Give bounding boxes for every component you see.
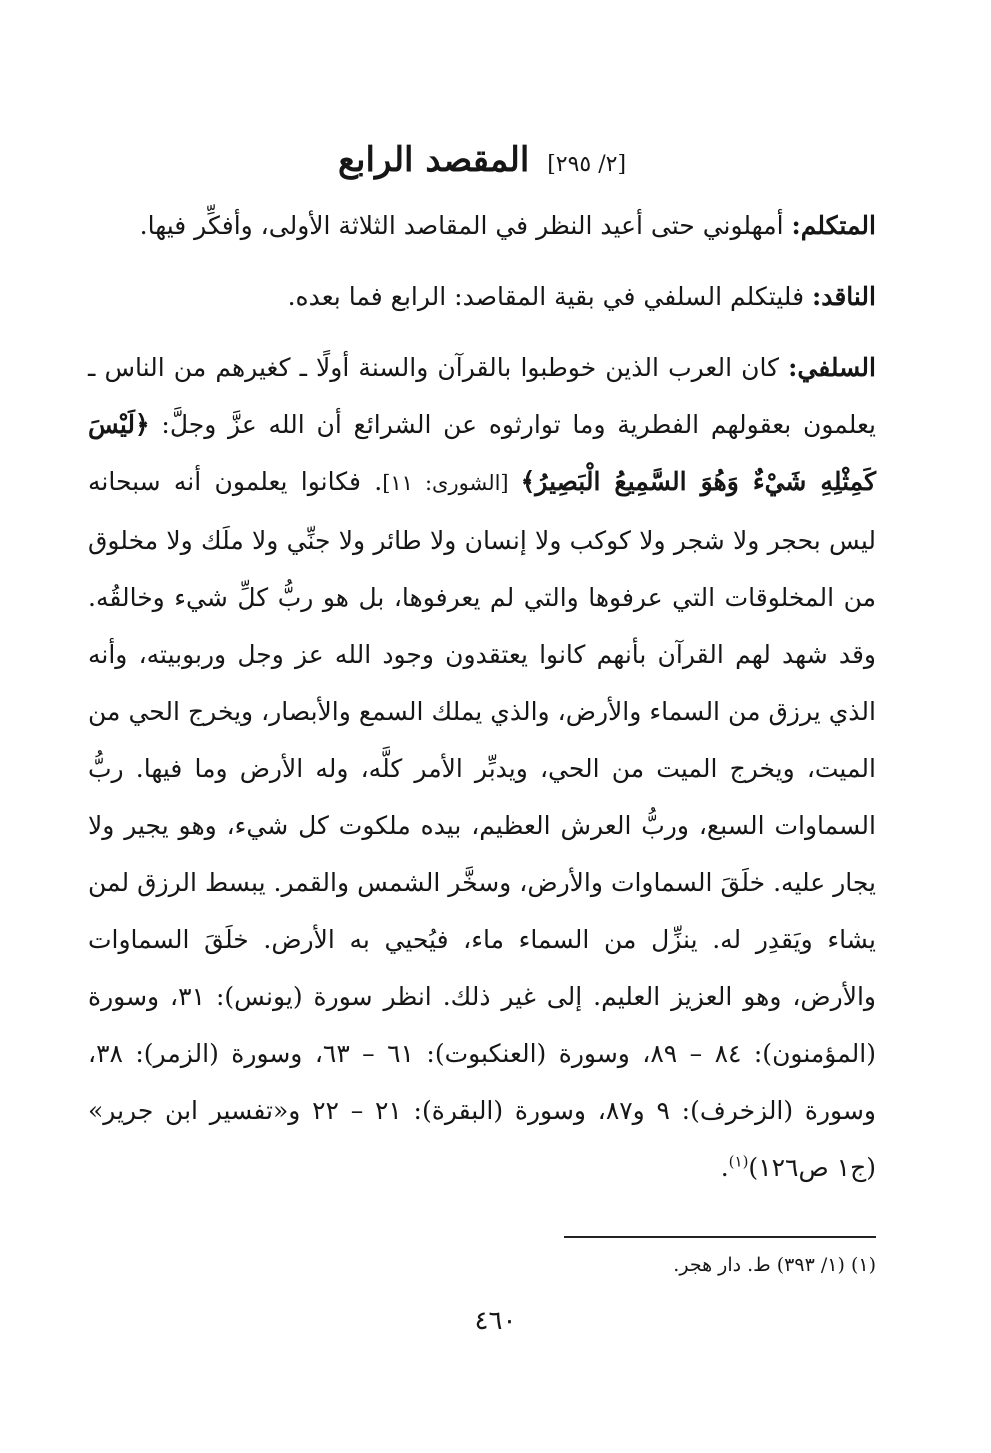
footnote-marker: (١) — [850, 1254, 876, 1276]
footnote — [673, 1248, 876, 1282]
speaker-label: الناقد: — [811, 282, 876, 311]
section-title: المقصد الرابع — [337, 140, 530, 180]
section-heading — [88, 130, 876, 195]
footnote-reference[interactable]: (١) — [728, 1152, 749, 1171]
page-body — [88, 130, 876, 1196]
speaker-label: المتكلم: — [791, 211, 876, 240]
paragraph-naqid — [88, 268, 876, 325]
footnote-text: (١/ ٣٩٣) ط. دار هجر. — [673, 1254, 845, 1276]
speaker-label: السلفي: — [788, 353, 876, 382]
paragraph-text: كان العرب الذين خوطبوا بالقرآن والسنة أولًا ـ كغيرهم من الناس ـ يعلمون بعقولهم الفطرية وما توارثوه عن الشرائع أن الله عزَّ وجلَّ: — [88, 353, 876, 439]
volume-page-reference: [٢/ ٢٩٥] — [547, 152, 627, 177]
paragraph-text: أمهلوني حتى أعيد النظر في المقاصد الثلاثة الأولى، وأفكِّر فيها. — [139, 211, 792, 240]
paragraph-salafi — [88, 339, 876, 1196]
paragraph-end: . — [720, 1153, 729, 1182]
footnote-separator — [564, 1236, 876, 1238]
verse-citation: [الشورى: ١١] — [382, 471, 521, 495]
paragraph-mutakallim — [88, 197, 876, 254]
quran-verse: ﴿لَيْسَ كَمِثْلِهِ شَيْءٌ وَهُوَ السَّمِيعُ الْبَصِيرُ﴾ — [88, 410, 876, 496]
paragraph-text-continued: . فكانوا يعلمون أنه سبحانه ليس بحجر ولا شجر ولا كوكب ولا إنسان ولا طائر ولا جنِّي ولا ملَك ولا مخلوق من المخلوقات التي عرفوها والتي لم يعرفوها، بل هو ربُّ كلِّ شيء وخالقُه. وقد شهد لهم القرآن بأنهم كانوا يعتقدون وجود الله عز وجل وربوبيته، وأنه الذي يرزق من السماء والأرض، والذي يملك السمع والأبصار، ويخرج الحي من الميت، ويخرج الميت من الحي، ويدبِّر الأمر كلَّه، وله الأرض وما فيها. ربُّ السماوات السبع، وربُّ العرش العظيم، بيده ملكوت كل شيء، وهو يجير ولا يجار عليه. خلَقَ السماوات والأرض، وسخَّر الشمس والقمر. يبسط الرزق لمن يشاء ويَقدِر له. ينزِّل من السماء ماء، فيُحيي به الأرض. خلَقَ السماوات والأرض، وهو العزيز العليم. إلى غير ذلك. انظر سورة (يونس): ٣١، وسورة (المؤمنون): ٨٤ – ٨٩، وسورة (العنكبوت): ٦١ – ٦٣، وسورة (الزمر): ٣٨، وسورة (الزخرف): ٩ و٨٧، وسورة (البقرة): ٢١ – ٢٢ و«تفسير ابن جرير» (ج١ ص١٢٦) — [88, 467, 877, 1182]
page-number: ٤٦٠ — [474, 1306, 517, 1336]
paragraph-text: فليتكلم السلفي في بقية المقاصد: الرابع فما بعده. — [287, 282, 812, 311]
